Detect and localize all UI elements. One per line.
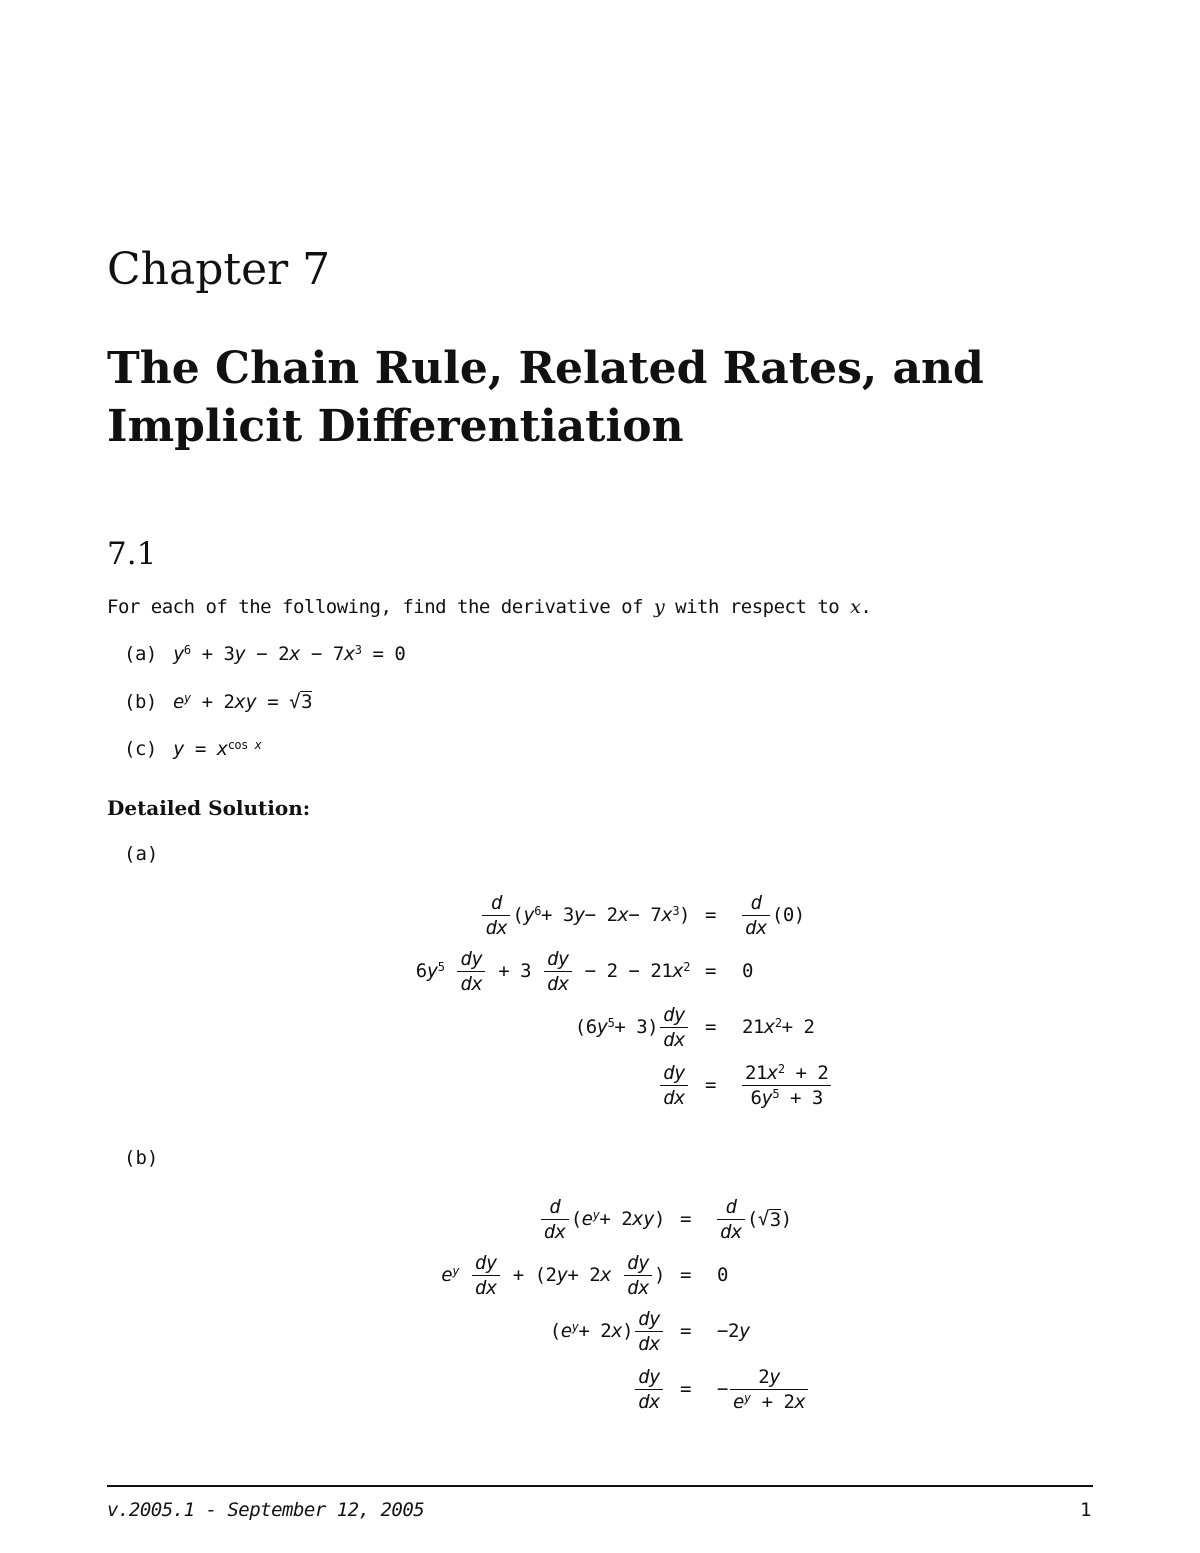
problem-a-label: (a): [124, 643, 157, 665]
problem-c: [124, 736, 261, 762]
problem-a: [124, 641, 405, 667]
problem-c-label: (c): [124, 738, 157, 760]
solution-a-line-3: (6 y $^5$ + 3) $\frac{dy}{dx}$ = 21 x $^2$ + 2: [574, 1003, 815, 1051]
chapter-label: Chapter 7: [107, 244, 331, 295]
problem-b-equation: $e^y + 2xy = √3$: [172, 691, 313, 713]
chapter-title: [107, 340, 1107, 456]
chapter-title-line-2: Implicit Differentiation: [107, 401, 684, 452]
problem-prompt: [107, 594, 871, 620]
problem-b-label: (b): [124, 691, 157, 713]
chapter-title-line-1: The Chain Rule, Related Rates, and: [107, 343, 984, 394]
footer-divider: [107, 1485, 1093, 1487]
footer-version: v.2005.1 - September 12, 2005: [107, 1499, 425, 1521]
footer-page-number: 1: [1080, 1499, 1092, 1521]
problem-b: [124, 689, 312, 715]
prompt-var-x: x: [850, 596, 861, 618]
prompt-text-2: with respect to: [664, 596, 851, 618]
solution-part-a-label: (a): [124, 843, 159, 865]
prompt-text-1: For each of the following, find the derivative of: [107, 596, 654, 618]
solution-a-line-2: 6 y $^5$ $\frac{dy}{dx}$ + 3 $\frac{dy}{dx}$ − 2 − 21 x $^2$ = 0: [415, 947, 753, 995]
prompt-text-3: .: [860, 596, 872, 618]
problem-c-equation: $y = x^{cos x}$: [172, 738, 262, 760]
problem-a-equation: $y^6 + 3y - 2x - 7x^3 = 0$: [172, 643, 406, 665]
solution-b-line-4: $\frac{dy}{dx}$ = − $\frac{2y}{e^y + 2x}$: [0, 1362, 1200, 1416]
solution-b-line-3: ( e $^y$ + 2 x ) $\frac{dy}{dx}$ = −2 y: [549, 1307, 750, 1355]
solution-b-line-2: e $^y$ $\frac{dy}{dx}$ + (2 y + 2 x $\frac{dy}{dx}$ ) = 0: [441, 1251, 728, 1299]
solution-heading: Detailed Solution:: [107, 796, 311, 820]
solution-a-line-4: $\frac{dy}{dx}$ = $\frac{21x^2 + 2}{6y^5 + 3}$: [0, 1058, 1200, 1112]
solution-part-b-label: (b): [124, 1147, 159, 1169]
solution-a-line-1: $\frac{d}{dx}$ ( y $^6$ + 3 y − 2 x − 7 x $^3$ ) = $\frac{d}{dx}$ (0): [0, 888, 1200, 942]
solution-b-line-1: $\frac{d}{dx}$ ( e $^y$ + 2 xy ) = $\frac{d}{dx}$ (√ 3 ): [0, 1192, 1200, 1246]
prompt-var-y: y: [653, 596, 665, 618]
section-number: 7.1: [107, 536, 157, 572]
